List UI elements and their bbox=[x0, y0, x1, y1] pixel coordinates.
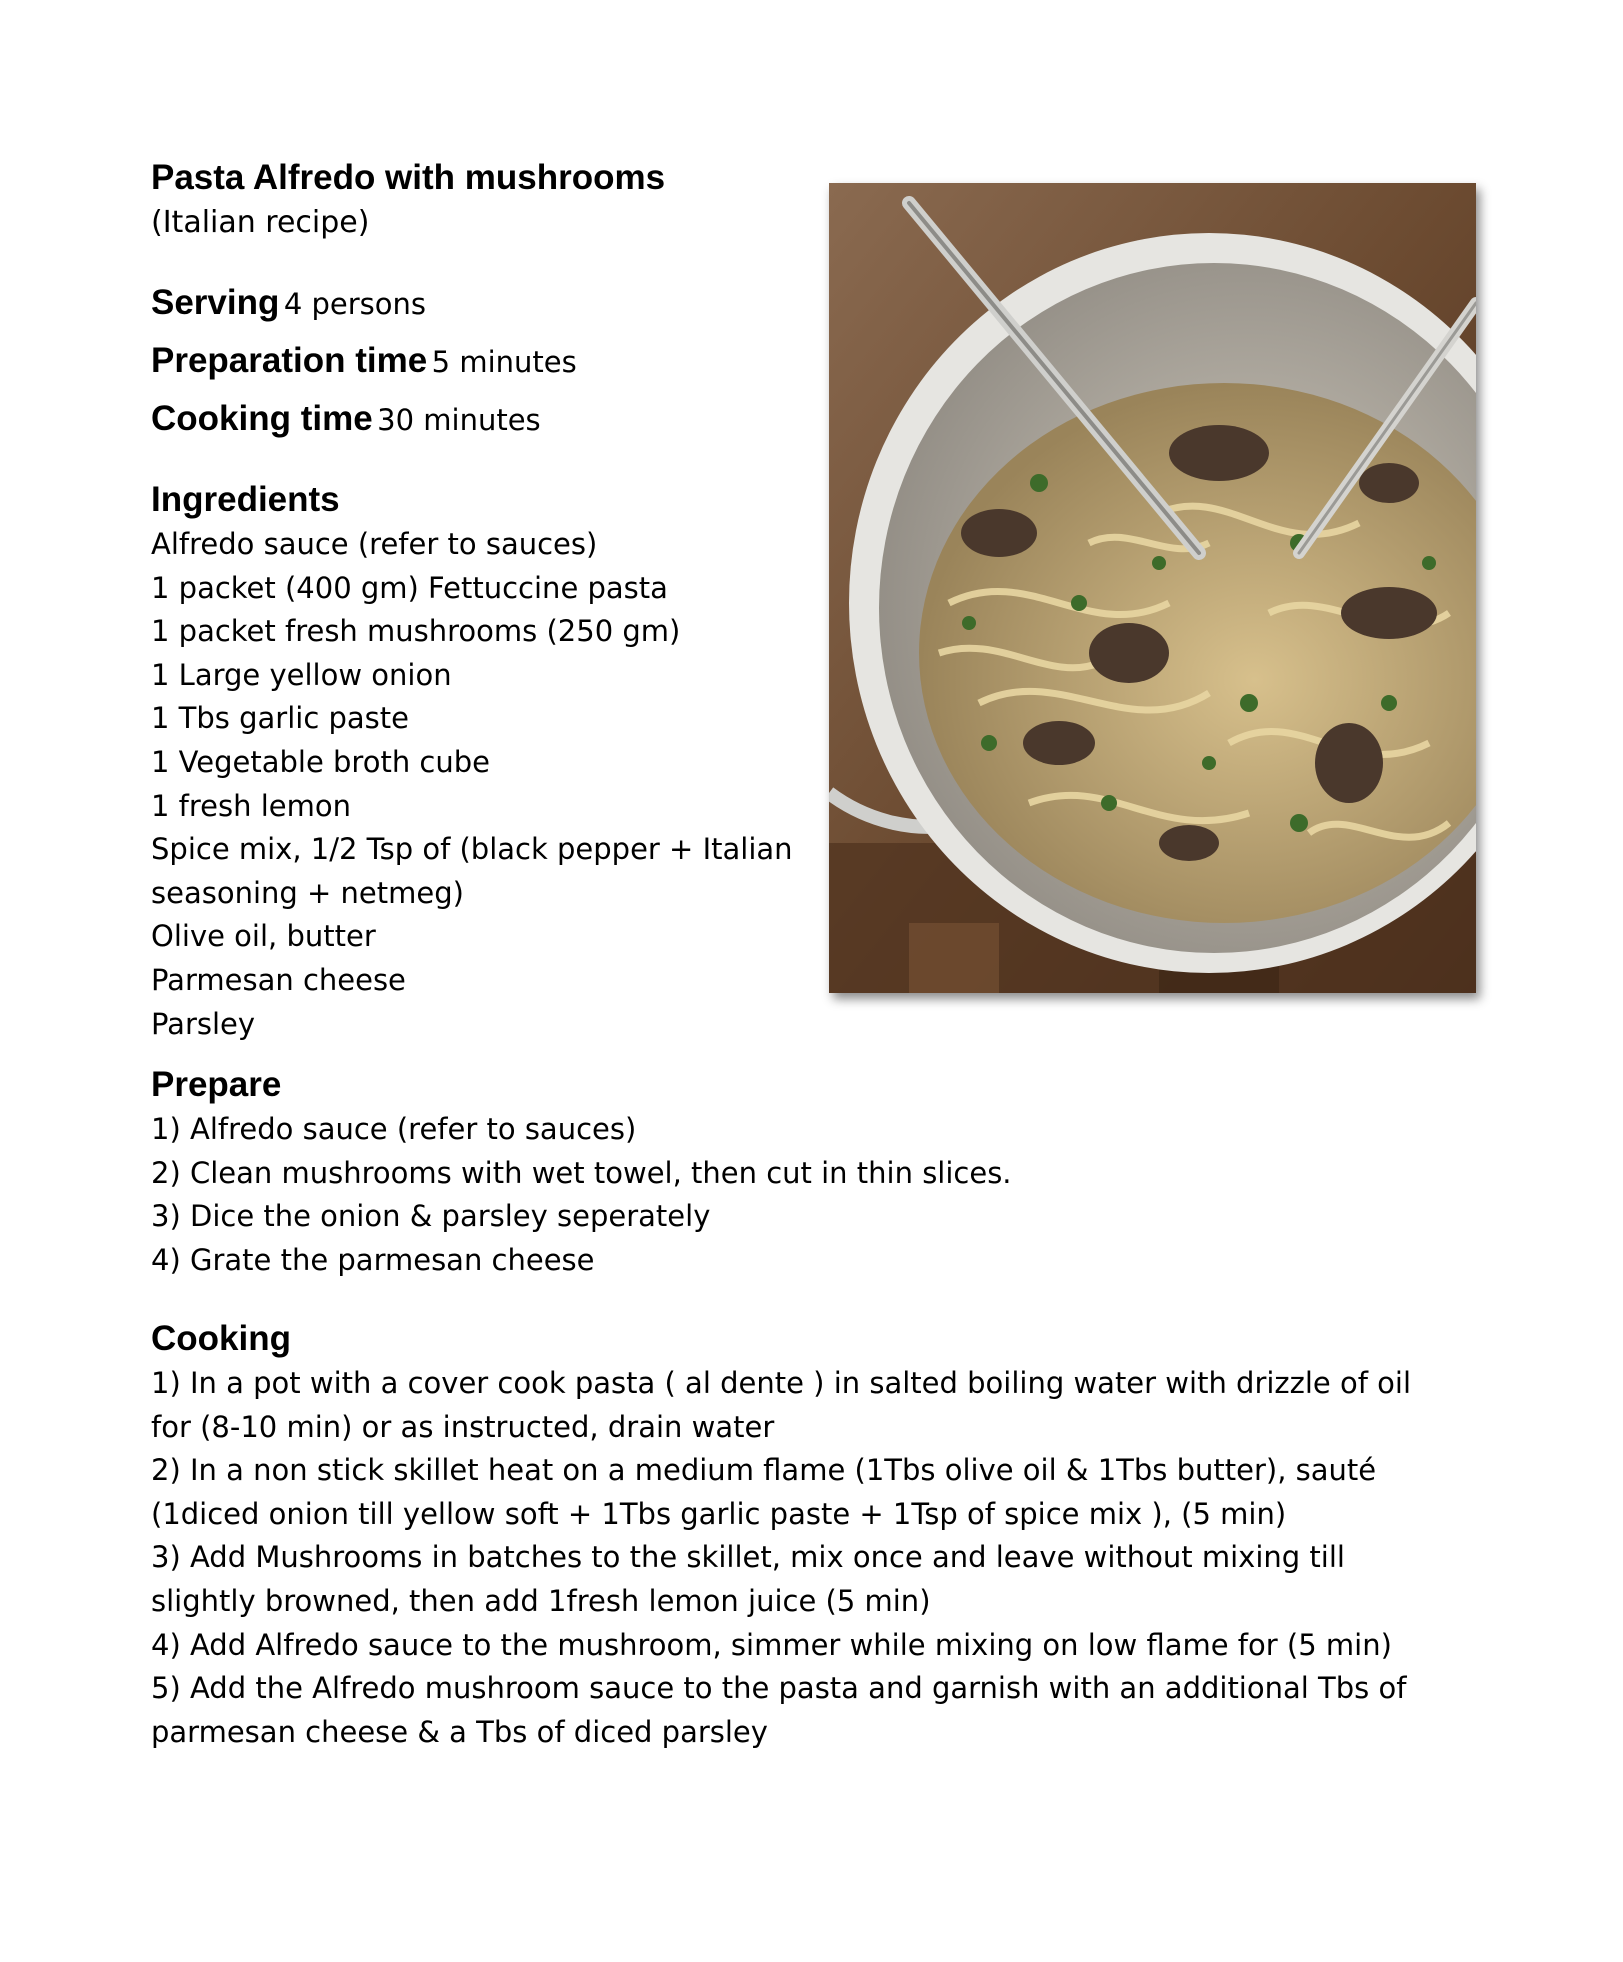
prepare-step: 4) Grate the parmesan cheese bbox=[151, 1242, 595, 1277]
cooking-step-line: 1) In a pot with a cover cook pasta ( al dente ) in salted boiling water with drizzle of oil bbox=[151, 1366, 1412, 1400]
ingredient-item: Alfredo sauce (refer to sauces) bbox=[151, 527, 598, 561]
ingredient-item: Parmesan cheese bbox=[151, 962, 406, 997]
recipe-meta bbox=[151, 277, 791, 451]
ingredient-item: Spice mix, 1/2 Tsp of (black pepper + Italian bbox=[151, 832, 793, 867]
recipe-title: Pasta Alfredo with mushrooms bbox=[151, 158, 666, 197]
recipe-header bbox=[151, 155, 791, 1046]
pasta-photo-illustration bbox=[829, 183, 1476, 993]
ingredient-item: Olive oil, butter bbox=[151, 919, 376, 954]
ingredient-item: 1 fresh lemon bbox=[151, 788, 351, 823]
pasta-photo bbox=[829, 183, 1476, 993]
cooking-step-line: 2) In a non stick skillet heat on a medium flame (1Tbs olive oil & 1Tbs butter), sauté bbox=[151, 1453, 1377, 1488]
cooking-step-line: 4) Add Alfredo sauce to the mushroom, simmer while mixing on low flame for (5 min) bbox=[151, 1627, 1392, 1662]
prepare-step: 3) Dice the onion & parsley seperately bbox=[151, 1199, 711, 1234]
recipe-subtitle: (Italian recipe) bbox=[151, 205, 370, 240]
prepare-heading: Prepare bbox=[151, 1065, 282, 1104]
ingredient-item: 1 packet fresh mushrooms (250 gm) bbox=[151, 614, 681, 649]
cooking-section bbox=[151, 1316, 1471, 1754]
cooking-step-line: 3) Add Mushrooms in batches to the skillet, mix once and leave without mixing till bbox=[151, 1540, 1345, 1575]
cooking-step-line: 5) Add the Alfredo mushroom sauce to the pasta and garnish with an additional Tbs of bbox=[151, 1671, 1407, 1706]
ingredient-item: 1 Large yellow onion bbox=[151, 657, 452, 692]
cooking-time-value: 30 minutes bbox=[377, 403, 541, 437]
preparation-time-label: Preparation time bbox=[151, 341, 428, 380]
cooking-time-row bbox=[151, 393, 791, 451]
ingredients-heading: Ingredients bbox=[151, 480, 340, 519]
ingredient-item: Parsley bbox=[151, 1006, 256, 1041]
serving-label: Serving bbox=[151, 283, 280, 322]
prepare-step: 1) Alfredo sauce (refer to sauces) bbox=[151, 1112, 637, 1146]
ingredient-item: 1 Vegetable broth cube bbox=[151, 744, 490, 779]
serving-value: 4 persons bbox=[283, 287, 427, 321]
preparation-time-value: 5 minutes bbox=[431, 345, 577, 379]
ingredient-item: 1 packet (400 gm) Fettuccine pasta bbox=[151, 570, 668, 605]
preparation-time-row bbox=[151, 335, 791, 393]
prepare-step: 2) Clean mushrooms with wet towel, then cut in thin slices. bbox=[151, 1155, 1012, 1190]
cooking-step-line: slightly browned, then add 1fresh lemon juice (5 min) bbox=[151, 1583, 931, 1618]
cooking-step-line: for (8-10 min) or as instructed, drain water bbox=[151, 1409, 775, 1444]
serving-row bbox=[151, 277, 791, 335]
cooking-time-label: Cooking time bbox=[151, 399, 373, 438]
prepare-section bbox=[151, 1062, 1471, 1282]
ingredients-section bbox=[151, 477, 791, 1046]
cooking-heading: Cooking bbox=[151, 1319, 291, 1358]
ingredients-list bbox=[151, 523, 791, 1046]
cooking-step-line: parmesan cheese & a Tbs of diced parsley bbox=[151, 1714, 768, 1749]
ingredient-item: seasoning + netmeg) bbox=[151, 875, 464, 910]
cooking-step-line: (1diced onion till yellow soft + 1Tbs garlic paste + 1Tsp of spice mix ), (5 min) bbox=[151, 1496, 1287, 1531]
ingredient-item: 1 Tbs garlic paste bbox=[151, 701, 409, 736]
